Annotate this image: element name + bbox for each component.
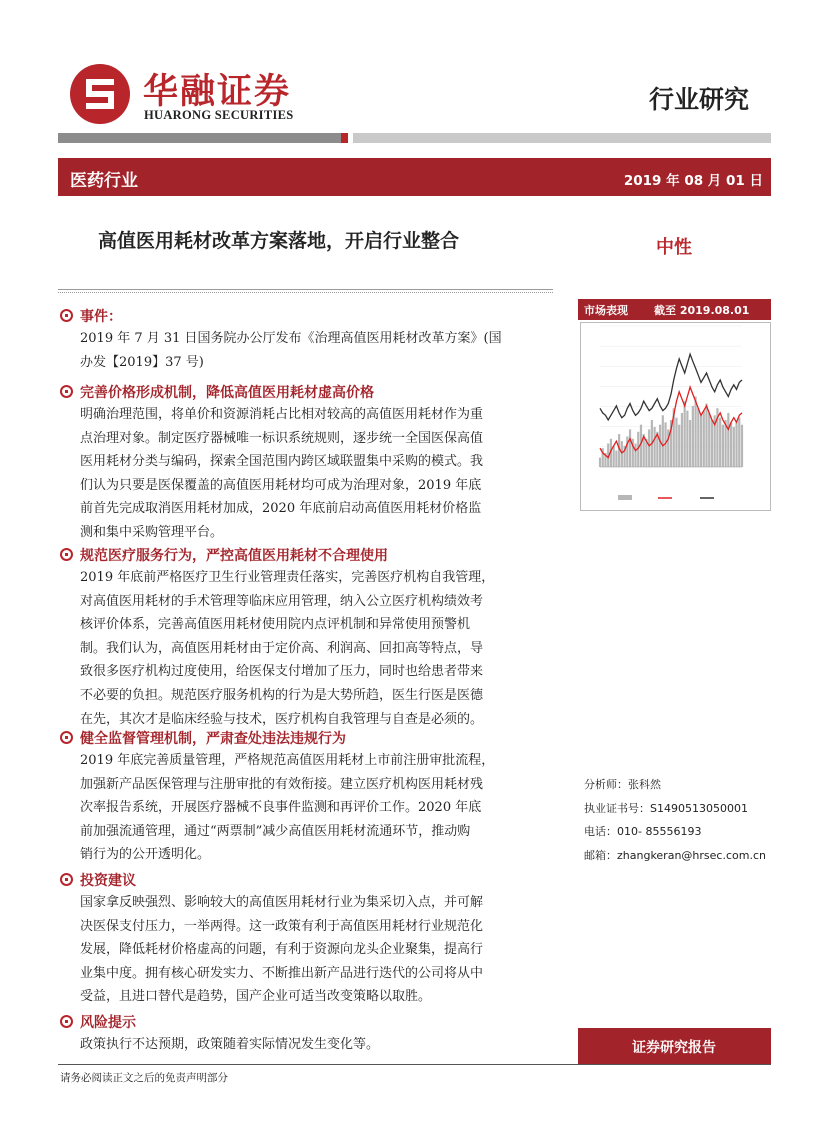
market-label: 市场表现	[584, 304, 628, 317]
section-heading: 健全监督管理机制，严肃查处违法违规行为	[80, 731, 346, 747]
section-line: 对高值医用耗材的手术管理等临床应用管理，纳入公立医疗机构绩效考	[80, 593, 484, 609]
chart-bar	[705, 404, 707, 467]
chart-bar	[741, 425, 743, 467]
report-date: 2019 年 08 月 01 日	[623, 173, 763, 189]
market-chart	[580, 322, 771, 511]
section-line: 前首先完成取消医用耗材加成，2020 年底前启动高值医用耗材价格监	[80, 501, 482, 517]
section-bullet-icon	[60, 385, 73, 398]
section-line: 医用耗材分类与编码，探索全国范围内跨区域联盟集中采购的模式。我	[80, 454, 484, 470]
chart-bar	[730, 422, 732, 467]
chart-bar	[621, 441, 623, 467]
chart-bar	[613, 446, 615, 467]
chart-bar	[675, 418, 677, 467]
chart-bar	[634, 444, 636, 468]
legend-swatch-bar	[618, 495, 632, 500]
chart-bar	[711, 420, 713, 467]
analyst-phone: 电话：010- 85556193	[584, 825, 702, 838]
header-rule-gray	[58, 133, 341, 143]
section-line: 销行为的公开透明化。	[80, 847, 211, 863]
report-title: 高值医用耗材改革方案落地，开启行业整合	[98, 230, 460, 252]
footer-disclaimer: 请务必阅读正文之后的免责声明部分	[60, 1072, 228, 1084]
section-line: 致很多医疗机构过度使用，给医保支付增加了压力，同时也给患者带来	[80, 664, 484, 680]
section-line: 业集中度。拥有核心研发实力、不断推出新产品进行迭代的公司将从中	[80, 965, 484, 981]
chart-bar	[689, 420, 691, 467]
chart-bar	[648, 429, 650, 467]
section-line: 办发【2019】37 号)	[80, 354, 204, 370]
section-line: 决医保支付压力，一举两得。这一政策有利于高值医用耗材行业规范化	[80, 918, 484, 934]
chart-bar	[708, 413, 710, 467]
section-line: 测和集中采购管理平台。	[80, 525, 224, 540]
chart-bar	[727, 413, 729, 467]
section-bullet-icon	[60, 731, 73, 744]
chart-bar	[599, 458, 601, 467]
chart-bar	[678, 425, 680, 467]
header-rule-light	[353, 133, 771, 143]
market-date: 截至 2019.08.01	[654, 304, 750, 317]
section-line: 制。我们认为，高值医用耗材由于定价高、利润高、回扣高等特点，导	[80, 640, 484, 656]
chart-bar	[659, 425, 661, 467]
section-line: 前加强流通管理，通过“两票制”减少高值医用耗材流通环节，推动购	[80, 823, 471, 839]
header-rule-red	[341, 133, 348, 143]
section-line: 们认为只要是医保覆盖的高值医用耗材均可成为治理对象，2019 年底	[80, 477, 482, 493]
section-line: 明确治理范围，将单价和资源消耗占比相对较高的高值医用耗材作为重	[80, 407, 484, 422]
chart-bar	[703, 411, 705, 467]
chart-bar	[686, 411, 688, 467]
chart-bar	[733, 427, 735, 467]
company-name-en: HUARONG SECURITIES	[144, 108, 294, 122]
section-line: 核评价体系，完善高值医用耗材使用院内点评机制和异常使用预警机	[80, 617, 471, 633]
section-heading: 规范医疗服务行为，严控高值医用耗材不合理使用	[80, 548, 388, 564]
section-bullet-icon	[60, 548, 73, 561]
chart-bar	[722, 425, 724, 467]
section-bullet-icon	[60, 309, 73, 322]
rating-label: 中性	[656, 237, 692, 258]
section-heading: 风险提示	[80, 1015, 136, 1031]
section-line: 次率报告系统，开展医疗器械不良事件监测和再评价工作。2020 年底	[80, 800, 482, 816]
chart-bar	[629, 429, 631, 467]
section-line: 不必要的负担。规范医疗服务机构的行为是大势所趋，医生行医是医德	[80, 688, 484, 703]
section-line: 发展，降低耗材价格虚高的问题，有利于资源向龙头企业聚集，提高行	[80, 942, 484, 958]
section-line: 点治理对象。制定医疗器械唯一标识系统规则，逐步统一全国医保高值	[80, 430, 484, 446]
section-heading: 投资建议	[80, 873, 136, 889]
chart-bar	[735, 422, 737, 467]
market-chart-svg	[580, 322, 771, 511]
section-heading: 完善价格形成机制，降低高值医用耗材虚高价格	[80, 385, 374, 401]
analyst-email: 邮箱：zhangkeran@hrsec.com.cn	[584, 849, 766, 862]
title-rule-dotted	[58, 292, 553, 293]
analyst-cert: 执业证书号：S1490513050001	[584, 802, 748, 815]
section-heading: 事件：	[80, 309, 122, 325]
chart-frame	[581, 323, 771, 511]
title-rule	[58, 289, 553, 290]
section-line: 2019 年 7 月 31 日国务院办公厅发布《治理高值医用耗材改革方案》(国	[80, 331, 502, 346]
report-type: 行业研究	[648, 85, 749, 114]
chart-bar	[662, 415, 664, 467]
chart-bar	[615, 451, 617, 467]
section-line: 政策执行不达预期，政策随着实际情况发生变化等。	[80, 1037, 380, 1052]
chart-bar	[719, 418, 721, 467]
chart-bar	[697, 408, 699, 467]
section-line: 在先，其次才是临床经验与技术，医疗机构自我管理与自查是必须的。	[80, 711, 484, 727]
chart-bar	[681, 413, 683, 467]
section-bullet-icon	[60, 1015, 73, 1028]
chart-bar	[684, 401, 686, 467]
section-line: 2019 年底完善质量管理，严格规范高值医用耗材上市前注册审批流程，	[80, 753, 495, 768]
company-logo-icon	[70, 64, 130, 124]
chart-bar	[694, 397, 696, 468]
analyst-name: 分析师：张科然	[584, 778, 661, 791]
section-line: 国家拿反映强烈、影响较大的高值医用耗材行业为集采切入点，并可解	[80, 895, 484, 910]
section-line: 加强新产品医保管理与注册审批的有效衔接。建立医疗机构医用耗材残	[80, 776, 484, 792]
report-label: 证券研究报告	[632, 1040, 716, 1056]
section-line: 2019 年底前严格医疗卫生行业管理责任落实，完善医疗机构自我管理，	[80, 570, 495, 585]
chart-bar	[692, 406, 694, 467]
chart-bar	[738, 418, 740, 467]
company-name-cn: 华融证券	[143, 72, 292, 112]
footer-rule	[58, 1064, 771, 1065]
section-bullet-icon	[60, 873, 73, 886]
industry-label: 医药行业	[70, 171, 138, 191]
chart-bar	[700, 415, 702, 467]
chart-bar	[654, 427, 656, 467]
section-line: 受益，且进口替代是趋势，国产企业可适当改变策略以取胜。	[80, 989, 432, 1005]
